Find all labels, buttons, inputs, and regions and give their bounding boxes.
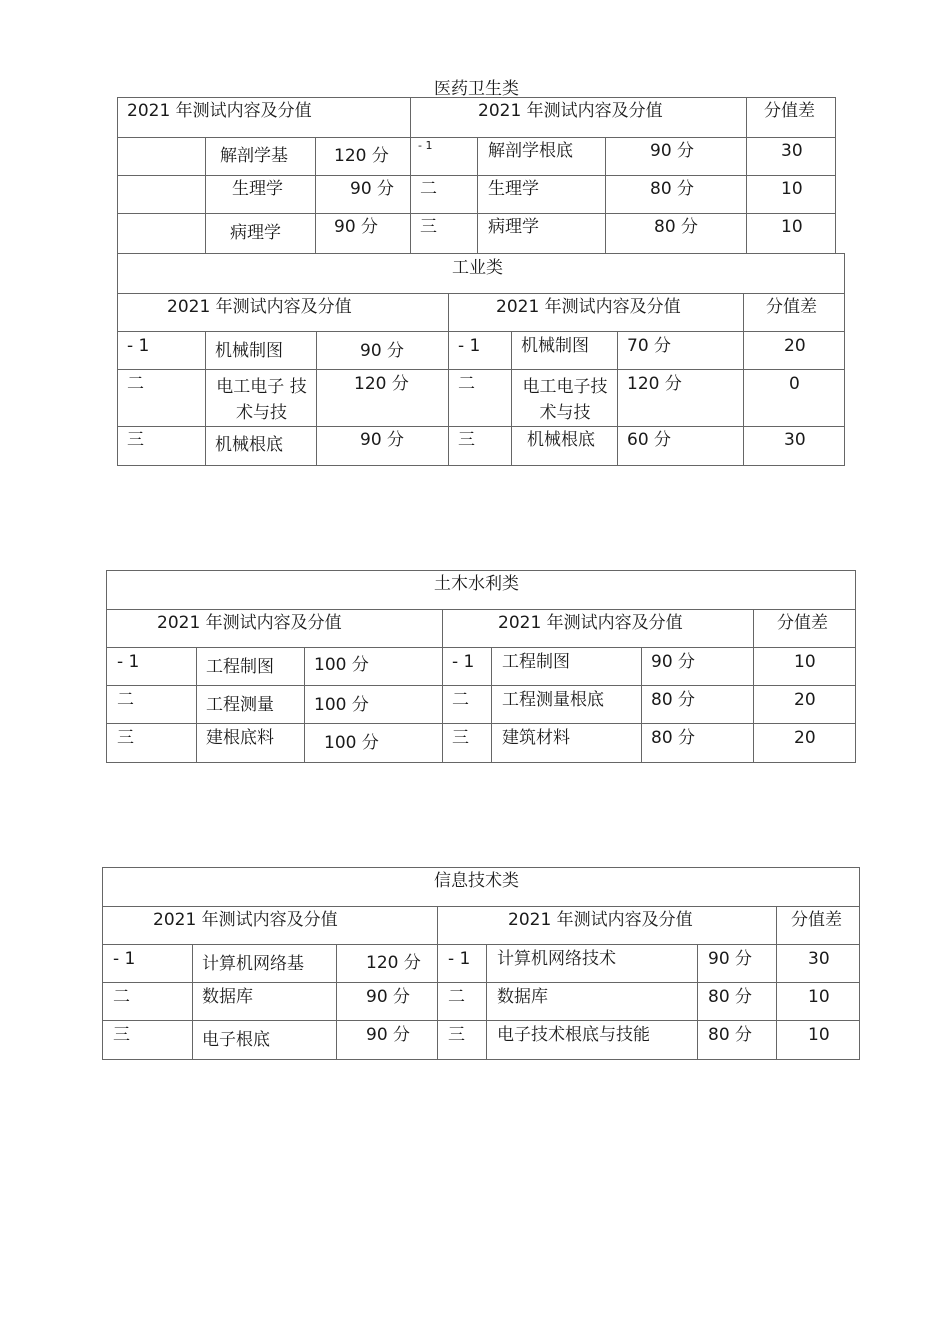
right-subject: 生理学 (488, 179, 539, 199)
grid-line (192, 944, 193, 1059)
left-subject: 解剖学基 (220, 146, 288, 166)
diff: 20 (794, 728, 816, 748)
grid-line (102, 867, 860, 868)
grid-line (336, 944, 337, 1059)
right-subject: 建筑材料 (502, 728, 570, 748)
right-score: 80 分 (651, 690, 696, 710)
right-score: 90 分 (651, 652, 696, 672)
right-no: - 1 (452, 652, 475, 672)
left-subject: 机械根底 (215, 435, 283, 455)
left-score: 90 分 (334, 217, 379, 237)
left-score: 90 分 (360, 341, 405, 361)
right-score: 80 分 (708, 1025, 753, 1045)
grid-line (102, 1020, 860, 1021)
right-no: 三 (458, 430, 475, 450)
left-score: 90 分 (350, 179, 395, 199)
diff: 10 (781, 179, 803, 199)
header-left: 2021 年测试内容及分值 (157, 613, 342, 633)
left-score: 90 分 (366, 1025, 411, 1045)
left-subject: 病理学 (230, 223, 281, 243)
left-subject: 工程制图 (206, 657, 274, 677)
right-no: - 1 (418, 139, 433, 152)
grid-line (486, 944, 487, 1059)
left-score: 120 分 (366, 953, 421, 973)
diff: 10 (808, 1025, 830, 1045)
right-subject: 工程测量根底 (502, 690, 604, 710)
left-subject: 生理学 (232, 179, 283, 199)
left-no: 二 (113, 987, 130, 1007)
right-subject: 数据库 (497, 987, 548, 1007)
grid-line (102, 867, 103, 1059)
diff: 10 (781, 217, 803, 237)
left-score: 120 分 (334, 146, 389, 166)
grid-line (859, 867, 860, 1059)
right-score: 70 分 (627, 336, 672, 356)
header-diff: 分值差 (791, 910, 842, 930)
header-right: 2021 年测试内容及分值 (478, 101, 663, 121)
header-left: 2021 年测试内容及分值 (127, 101, 312, 121)
header-diff: 分值差 (777, 613, 828, 633)
diff: 20 (784, 336, 806, 356)
right-score: 80 分 (650, 179, 695, 199)
header-diff: 分值差 (766, 297, 817, 317)
right-no: 二 (420, 179, 437, 199)
left-no: 三 (127, 430, 144, 450)
diff: 10 (794, 652, 816, 672)
header-right: 2021 年测试内容及分值 (496, 297, 681, 317)
right-no: 三 (420, 217, 437, 237)
header-right: 2021 年测试内容及分值 (498, 613, 683, 633)
diff: 30 (784, 430, 806, 450)
right-score: 90 分 (650, 141, 695, 161)
table-title: 医药卫生类 (434, 79, 519, 99)
diff: 0 (789, 374, 800, 394)
right-score: 80 分 (708, 987, 753, 1007)
left-score: 100 分 (314, 695, 369, 715)
header-diff: 分值差 (764, 101, 815, 121)
right-no: 二 (448, 987, 465, 1007)
left-subject: 建根底料 (206, 728, 274, 748)
left-subject: 机械制图 (215, 341, 283, 361)
right-subject: 计算机网络技术 (497, 949, 616, 969)
left-no: 二 (127, 374, 144, 394)
table-title: 土木水利类 (434, 574, 519, 594)
right-subject: 电工电子技术与技 (522, 377, 608, 423)
right-subject: 电子技术根底与技能 (497, 1025, 650, 1045)
diff: 30 (808, 949, 830, 969)
left-subject: 工程测量 (206, 695, 274, 715)
right-score: 90 分 (708, 949, 753, 969)
left-subject: 电子根底 (202, 1030, 270, 1050)
grid-line (697, 944, 698, 1059)
left-no: 三 (117, 728, 134, 748)
right-subject: 工程制图 (502, 652, 570, 672)
right-score: 80 分 (651, 728, 696, 748)
right-subject: 机械根底 (527, 430, 595, 450)
right-score: 60 分 (627, 430, 672, 450)
left-score: 100 分 (314, 655, 369, 675)
left-subject: 计算机网络基 (202, 954, 304, 974)
diff: 30 (781, 141, 803, 161)
left-subject: 电工电子 技术与技 (216, 377, 307, 423)
right-subject: 解剖学根底 (488, 141, 573, 161)
right-no: 三 (448, 1025, 465, 1045)
left-score: 90 分 (366, 987, 411, 1007)
right-no: 三 (452, 728, 469, 748)
header-right: 2021 年测试内容及分值 (508, 910, 693, 930)
table-title: 信息技术类 (434, 871, 519, 891)
left-score: 90 分 (360, 430, 405, 450)
right-no: 二 (458, 374, 475, 394)
header-left: 2021 年测试内容及分值 (167, 297, 352, 317)
right-score: 80 分 (654, 217, 699, 237)
left-score: 100 分 (324, 733, 379, 753)
right-no: - 1 (458, 336, 481, 356)
left-no: - 1 (117, 652, 140, 672)
diff: 20 (794, 690, 816, 710)
left-no: 三 (113, 1025, 130, 1045)
grid-line (102, 906, 860, 907)
header-left: 2021 年测试内容及分值 (153, 910, 338, 930)
left-no: 二 (117, 690, 134, 710)
diff: 10 (808, 987, 830, 1007)
right-no: 二 (452, 690, 469, 710)
left-subject: 数据库 (202, 987, 253, 1007)
left-no: - 1 (113, 949, 136, 969)
table-title: 工业类 (452, 258, 503, 278)
grid-line (776, 906, 777, 1059)
grid-line (102, 944, 860, 945)
grid-line (102, 982, 860, 983)
right-score: 120 分 (627, 374, 682, 394)
grid-line (437, 906, 438, 1059)
right-no: - 1 (448, 949, 471, 969)
right-subject: 病理学 (488, 217, 539, 237)
grid-line (102, 1059, 860, 1060)
right-subject: 机械制图 (521, 336, 589, 356)
left-score: 120 分 (354, 374, 409, 394)
left-no: - 1 (127, 336, 150, 356)
